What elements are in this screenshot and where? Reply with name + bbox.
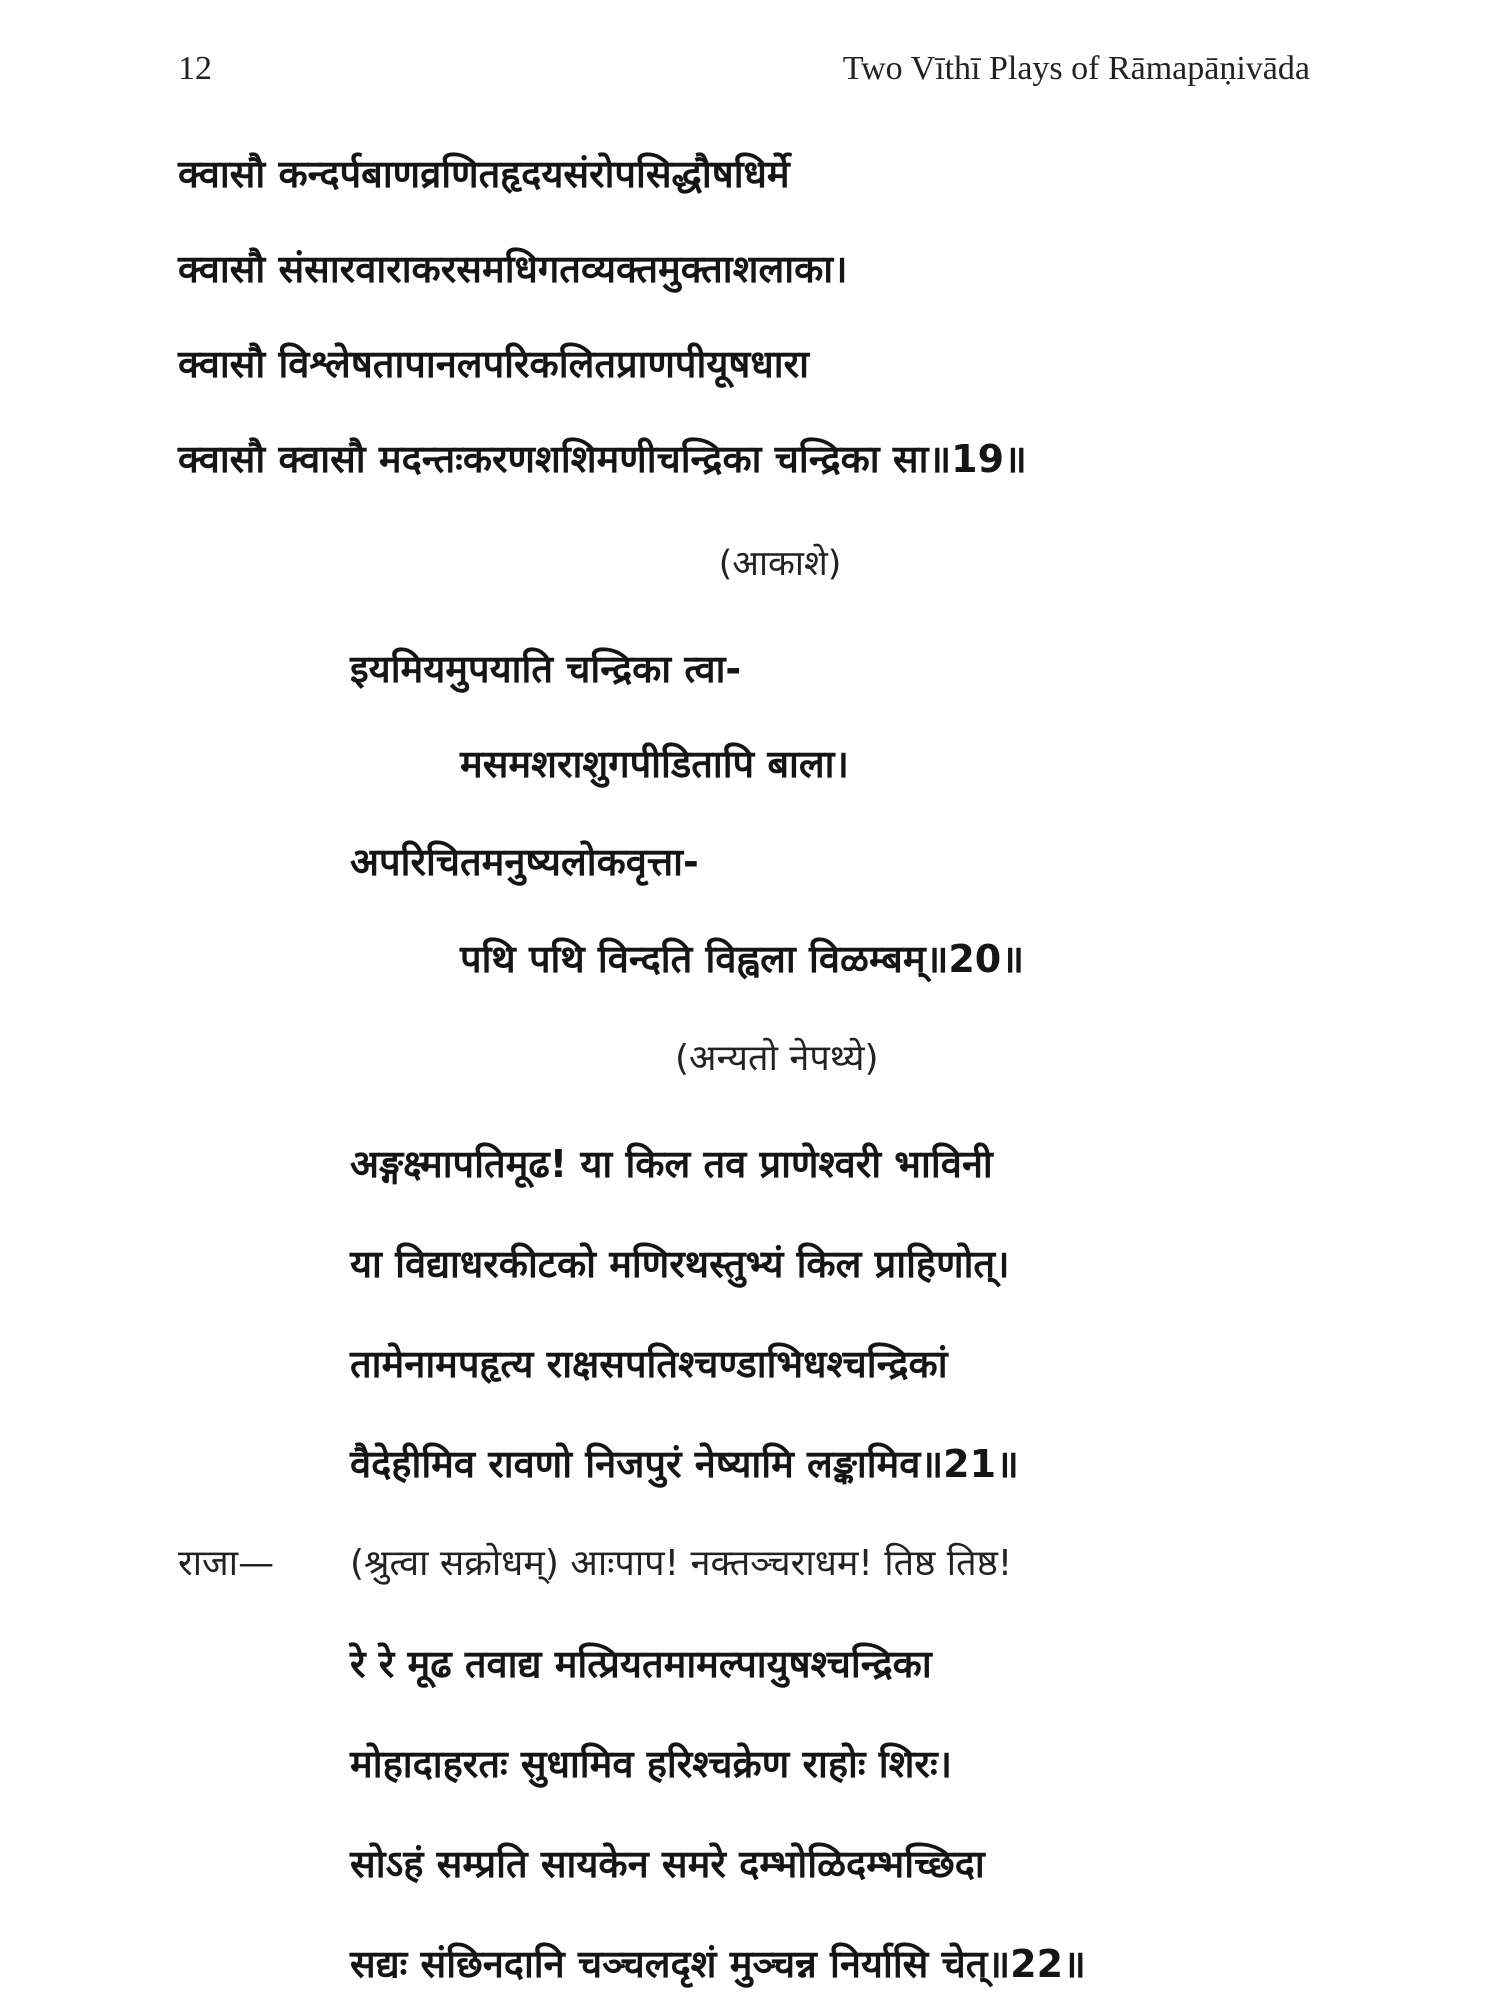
verse-line: सद्यः संछिनदानि चञ्चलदृशं मुञ्चन्न निर्यासि चेत्॥22॥ bbox=[350, 1942, 1086, 1986]
verse-line: क्वासौ विश्लेषतापानलपरिकलितप्राणपीयूषधारा bbox=[178, 342, 809, 386]
stage-direction: (अन्यतो नेपथ्ये) bbox=[675, 1038, 879, 1079]
verse-line: पथि पथि विन्दति विह्वला विळम्बम्॥20॥ bbox=[460, 937, 1025, 981]
verse-line: तामेनामपहृत्य राक्षसपतिश्चण्डाभिधश्चन्द्रिकां bbox=[350, 1342, 948, 1386]
verse-line: अपरिचितमनुष्यलोकवृत्ता- bbox=[350, 840, 699, 884]
verse-line: मसमशराशुगपीडितापि बाला। bbox=[460, 742, 849, 786]
speaker-label: राजा— bbox=[178, 1543, 275, 1584]
verse-line: वैदेहीमिव रावणो निजपुरं नेष्यामि लङ्कामिव॥21॥ bbox=[350, 1442, 1019, 1486]
verse-line: रे रे मूढ तवाद्य मत्प्रियतमामल्पायुषश्चन्द्रिका bbox=[350, 1642, 932, 1686]
running-title: Two Vīthī Plays of Rāmapāṇivāda bbox=[842, 50, 1310, 87]
verse-line: मोहादाहरतः सुधामिव हरिश्चक्रेण राहोः शिरः। bbox=[350, 1742, 953, 1786]
verse-line: क्वासौ क्वासौ मदन्तःकरणशशिमणीचन्द्रिका चन्द्रिका सा॥19॥ bbox=[178, 437, 1027, 481]
verse-line: सोऽहं सम्प्रति सायकेन समरे दम्भोळिदम्भच्छिदा bbox=[350, 1842, 985, 1886]
verse-line: क्वासौ कन्दर्पबाणव्रणितहृदयसंरोपसिद्धौषधिर्मे bbox=[178, 152, 790, 196]
stage-direction: (आकाशे) bbox=[718, 544, 842, 584]
verse-line: या विद्याधरकीटको मणिरथस्तुभ्यं किल प्राहिणोत्। bbox=[350, 1242, 1010, 1286]
verse-line: इयमियमुपयाति चन्द्रिका त्वा- bbox=[350, 647, 742, 691]
stage-direction: (श्रुत्वा सक्रोधम्) आःपाप! नक्तञ्चराधम! तिष्ठ तिष्ठ! bbox=[350, 1543, 1013, 1584]
page-number: 12 bbox=[178, 50, 212, 87]
verse-line: क्वासौ संसारवाराकरसमधिगतव्यक्तमुक्ताशलाका। bbox=[178, 247, 848, 291]
verse-line: अङ्गक्ष्मापतिमूढ! या किल तव प्राणेश्वरी भाविनी bbox=[350, 1142, 993, 1186]
